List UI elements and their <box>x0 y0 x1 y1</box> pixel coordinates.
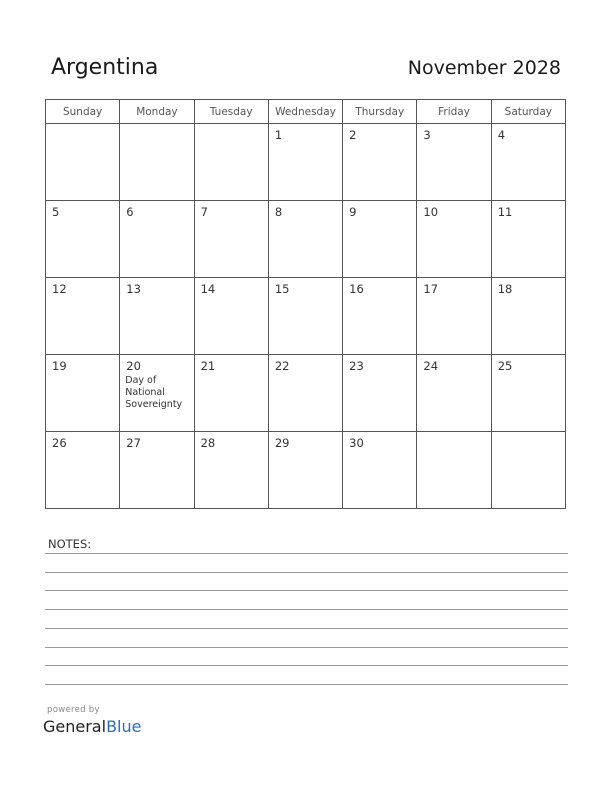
note-line <box>45 572 568 573</box>
day-number <box>195 124 268 128</box>
day-number: 22 <box>274 359 290 373</box>
day-cell <box>343 355 417 432</box>
weekday-friday: Friday <box>417 100 491 124</box>
day-cell <box>491 278 565 355</box>
day-number: 16 <box>349 282 364 296</box>
day-number: 13 <box>126 282 141 296</box>
holiday-event-label: Day of National Sovereignty <box>125 375 183 410</box>
day-number: 12 <box>52 282 67 296</box>
day-number: 15 <box>274 282 290 296</box>
weekday-thursday: Thursday <box>343 100 417 124</box>
day-cell <box>194 201 268 278</box>
country-title: Argentina <box>51 55 159 80</box>
day-number: 2 <box>349 128 357 142</box>
day-number <box>417 432 490 436</box>
day-cell <box>46 432 120 509</box>
day-cell <box>268 278 342 355</box>
day-number: 11 <box>497 205 513 219</box>
day-cell <box>194 124 268 201</box>
day-number: 8 <box>274 205 283 219</box>
day-cell <box>417 355 491 432</box>
brand-name-general: General <box>43 717 107 736</box>
day-cell <box>491 124 565 201</box>
day-cell <box>268 355 342 432</box>
day-cell <box>46 278 120 355</box>
week-row <box>46 278 566 355</box>
day-cell <box>343 201 417 278</box>
day-cell <box>46 355 120 432</box>
notes-label: NOTES: <box>48 537 92 551</box>
day-cell <box>491 355 565 432</box>
day-cell <box>343 124 417 201</box>
day-cell <box>194 278 268 355</box>
note-line <box>45 609 568 610</box>
day-number: 29 <box>274 436 290 450</box>
day-cell <box>268 201 342 278</box>
day-cell <box>46 201 120 278</box>
day-number: 1 <box>274 128 283 142</box>
brand-logo <box>43 717 141 736</box>
day-cell <box>120 432 194 509</box>
day-cell <box>343 432 417 509</box>
day-cell <box>417 124 491 201</box>
day-number: 25 <box>497 359 513 373</box>
day-cell <box>491 432 565 509</box>
day-cell <box>417 201 491 278</box>
day-cell <box>491 201 565 278</box>
calendar-grid <box>45 99 566 509</box>
day-number: 17 <box>423 282 439 296</box>
weekday-tuesday: Tuesday <box>194 100 268 124</box>
day-number: 10 <box>423 205 439 219</box>
day-number: 24 <box>423 359 439 373</box>
weekday-sunday: Sunday <box>46 100 120 124</box>
day-cell <box>120 278 194 355</box>
day-number: 18 <box>497 282 513 296</box>
day-number: 21 <box>200 359 216 373</box>
weekday-header-row <box>46 100 566 124</box>
day-number <box>46 124 119 128</box>
day-number: 19 <box>52 359 67 373</box>
week-row <box>46 201 566 278</box>
day-number: 27 <box>126 436 141 450</box>
day-number: 3 <box>423 128 431 142</box>
day-cell <box>194 355 268 432</box>
note-line <box>45 553 568 554</box>
powered-by-label: powered by <box>47 705 100 715</box>
day-cell <box>268 124 342 201</box>
week-row <box>46 432 566 509</box>
day-number: 26 <box>52 436 67 450</box>
day-cell <box>120 124 194 201</box>
month-year-title: November 2028 <box>407 57 561 79</box>
day-number: 14 <box>200 282 216 296</box>
week-row <box>46 355 566 432</box>
day-cell-holiday <box>120 355 194 432</box>
day-cell <box>46 124 120 201</box>
week-row <box>46 124 566 201</box>
note-line <box>45 665 568 666</box>
weekday-monday: Monday <box>120 100 194 124</box>
day-number: 6 <box>126 205 134 219</box>
day-cell <box>268 432 342 509</box>
note-line <box>45 647 568 648</box>
weekday-saturday: Saturday <box>491 100 565 124</box>
day-number <box>492 432 565 436</box>
day-number: 20 <box>126 359 141 373</box>
day-number: 9 <box>349 205 357 219</box>
day-cell <box>120 201 194 278</box>
day-number: 5 <box>52 205 60 219</box>
day-number: 4 <box>497 128 506 142</box>
day-cell <box>343 278 417 355</box>
day-cell <box>417 432 491 509</box>
note-line <box>45 684 568 685</box>
weekday-wednesday: Wednesday <box>268 100 342 124</box>
day-number <box>120 124 193 128</box>
brand-name-blue: Blue <box>106 717 142 736</box>
day-number: 7 <box>200 205 208 219</box>
note-line <box>45 628 568 629</box>
day-number: 23 <box>349 359 364 373</box>
day-cell <box>417 278 491 355</box>
day-number: 28 <box>200 436 216 450</box>
day-number: 30 <box>349 436 364 450</box>
note-line <box>45 590 568 591</box>
day-cell <box>194 432 268 509</box>
